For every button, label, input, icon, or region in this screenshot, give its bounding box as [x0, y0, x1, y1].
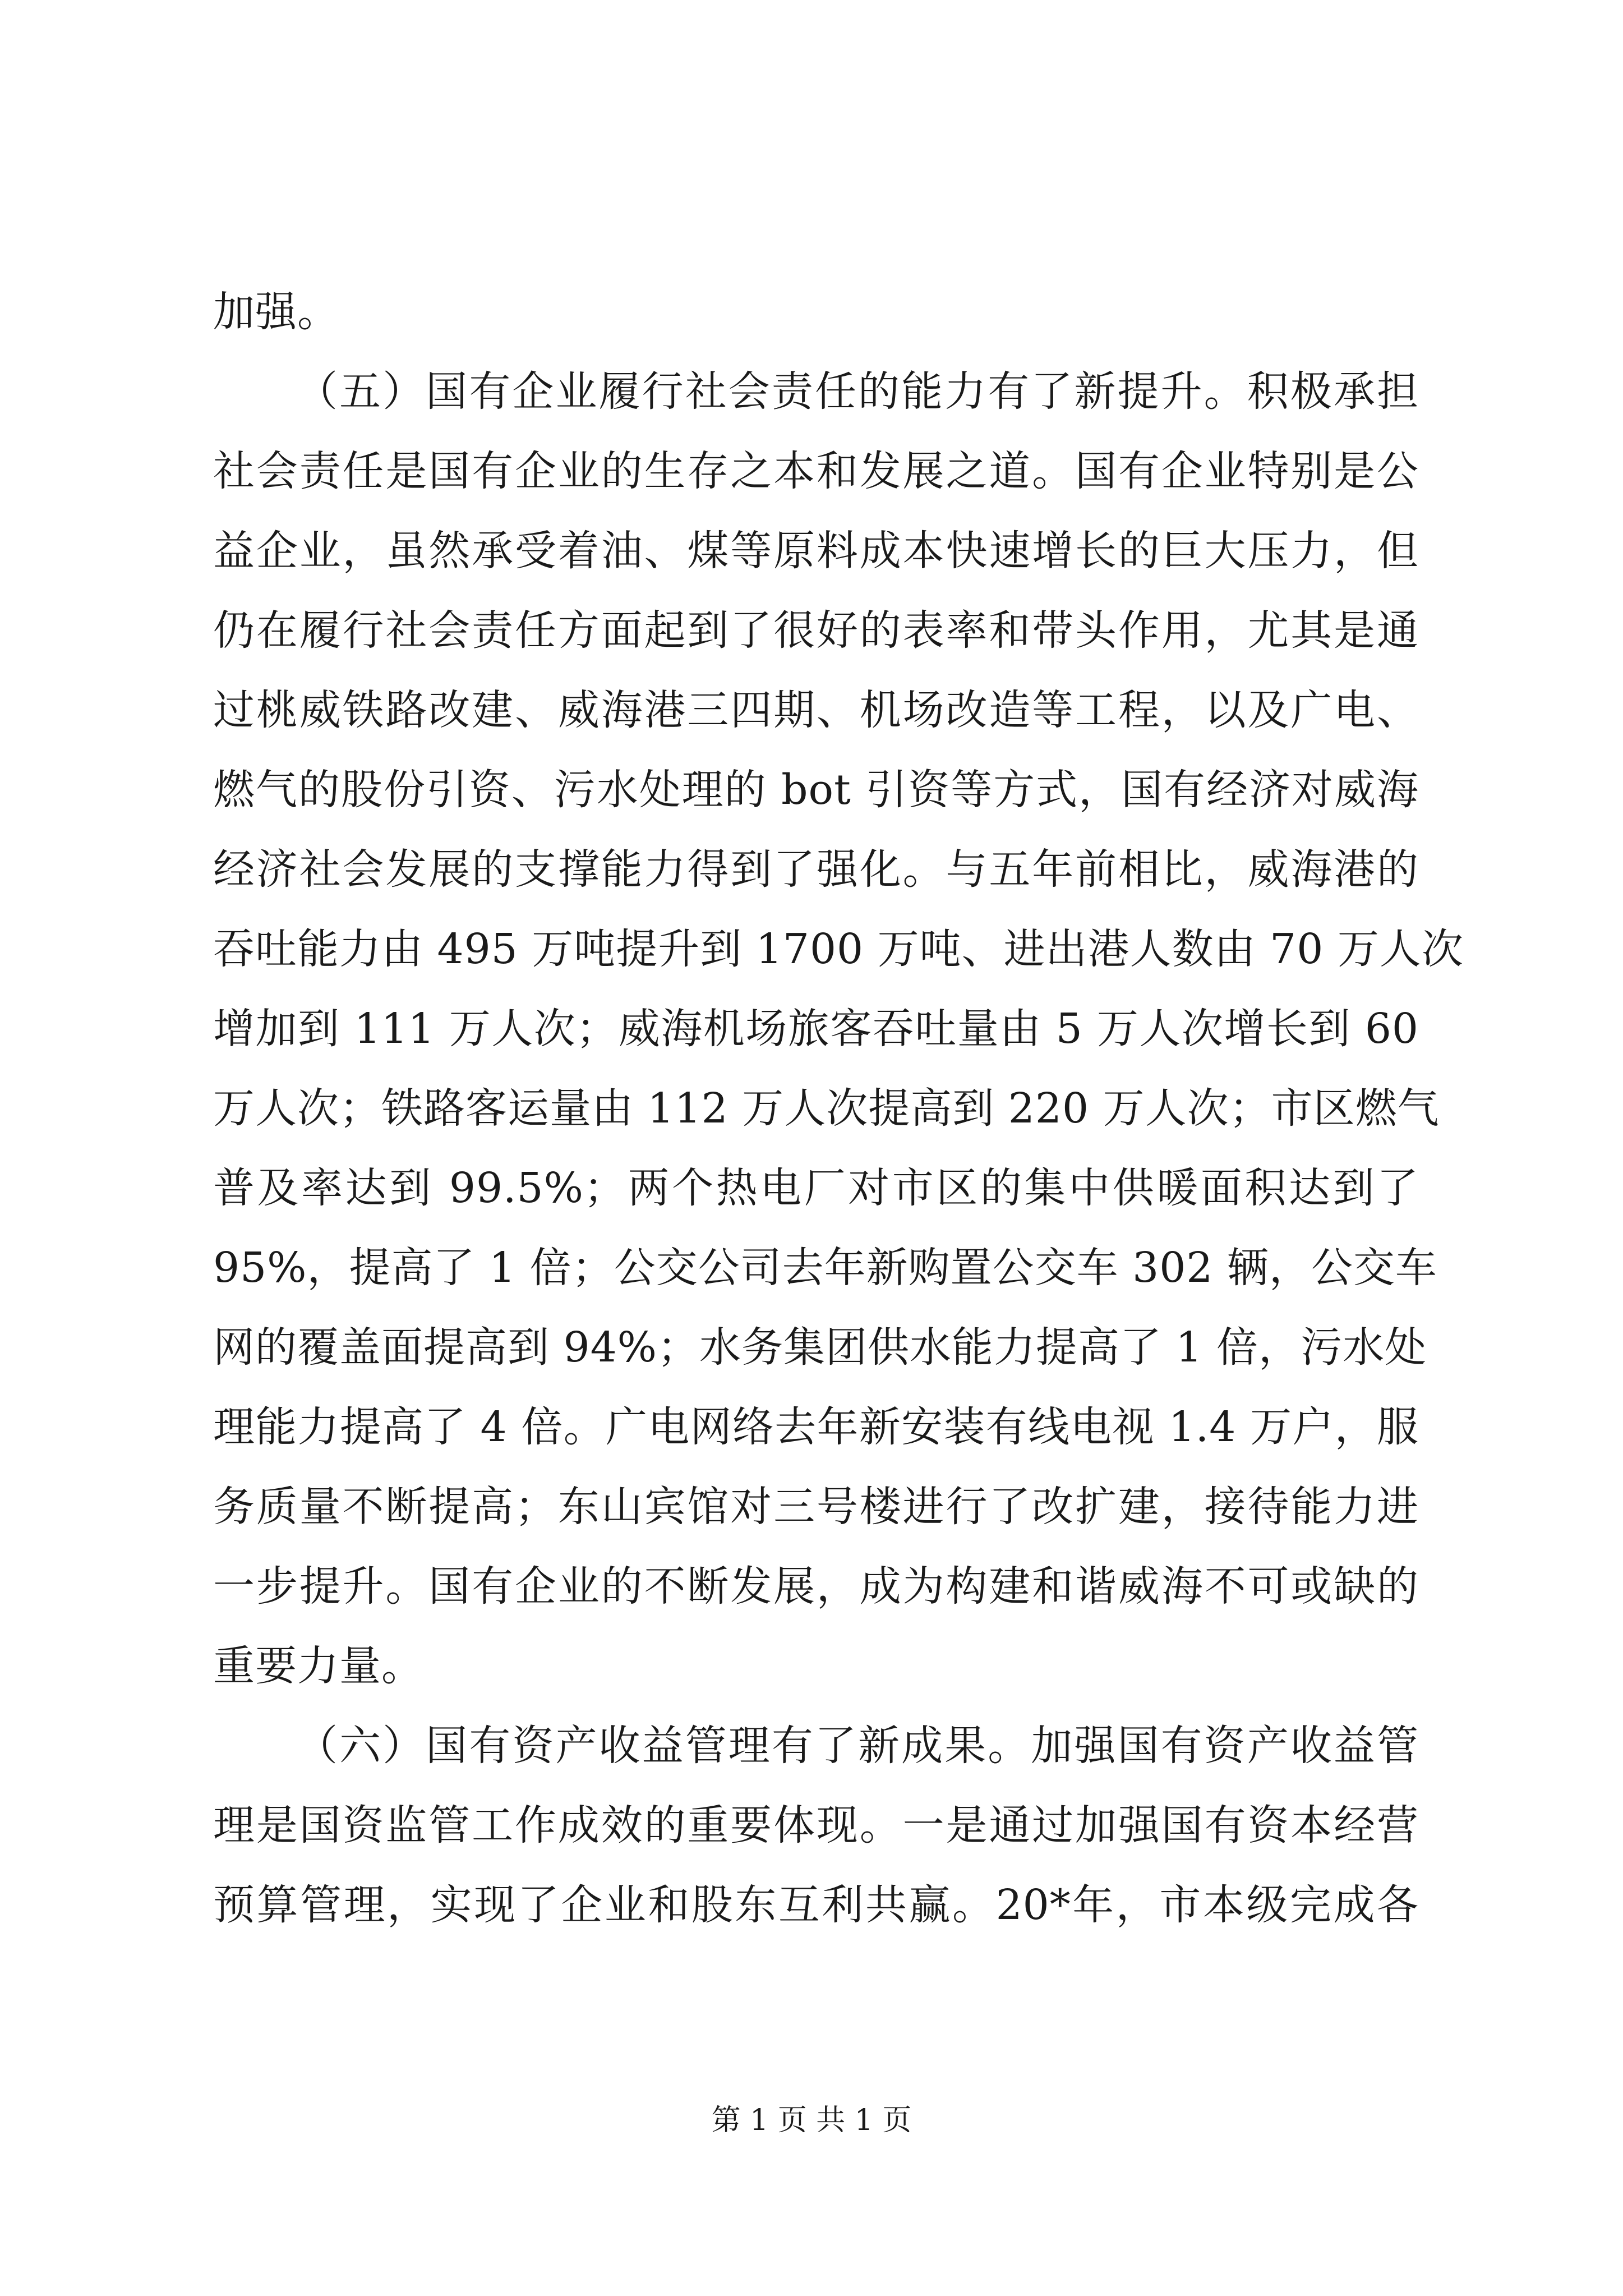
text-line: 过桃威铁路改建、威海港三四期、机场改造等工程，以及广电、: [213, 686, 1419, 734]
text-line: 95%，提高了 1 倍；公交公司去年新购置公交车 302 辆，公交车: [213, 1244, 1437, 1292]
paragraph-5-first-line: （五）国有企业履行社会责任的能力有了新提升。积极承担: [296, 367, 1419, 416]
text-line: 万人次；铁路客运量由 112 万人次提高到 220 万人次；市区燃气: [213, 1084, 1440, 1133]
document-body: [213, 272, 1464, 1945]
text-line: 理是国资监管工作成效的重要体现。一是通过加强国有资本经营: [213, 1801, 1419, 1849]
text-line: 一步提升。国有企业的不断发展，成为构建和谐威海不可或缺的: [213, 1562, 1419, 1611]
text-line: 理能力提高了 4 倍。广电网络去年新安装有线电视 1.4 万户，服: [213, 1403, 1419, 1451]
text-line: 仍在履行社会责任方面起到了很好的表率和带头作用，尤其是通: [213, 606, 1419, 655]
page-footer: 第 1 页 共 1 页: [711, 2104, 912, 2137]
text-line: 燃气的股份引资、污水处理的 bot 引资等方式，国有经济对威海: [213, 766, 1419, 814]
text-line: 预算管理，实现了企业和股东互利共赢。20*年，市本级完成各: [213, 1881, 1419, 1929]
text-line: 增加到 111 万人次；威海机场旅客吞吐量由 5 万人次增长到 60: [213, 1005, 1419, 1053]
text-line: 重要力量。: [213, 1642, 423, 1690]
text-line: 网的覆盖面提高到 94%；水务集团供水能力提高了 1 倍，污水处: [213, 1323, 1427, 1372]
paragraph-6-first-line: （六）国有资产收益管理有了新成果。加强国有资产收益管: [296, 1722, 1419, 1770]
text-line: 社会责任是国有企业的生存之本和发展之道。国有企业特别是公: [213, 447, 1419, 495]
text-line: 吞吐能力由 495 万吨提升到 1700 万吨、进出港人数由 70 万人次: [213, 925, 1464, 973]
text-line: 益企业，虽然承受着油、煤等原料成本快速增长的巨大压力，但: [213, 527, 1419, 575]
text-line: 经济社会发展的支撑能力得到了强化。与五年前相比，威海港的: [213, 845, 1419, 894]
text-line: 务质量不断提高；东山宾馆对三号楼进行了改扩建，接待能力进: [213, 1483, 1419, 1531]
text-line: 普及率达到 99.5%；两个热电厂对市区的集中供暖面积达到了: [213, 1164, 1419, 1212]
text-line: 加强。: [213, 288, 339, 336]
